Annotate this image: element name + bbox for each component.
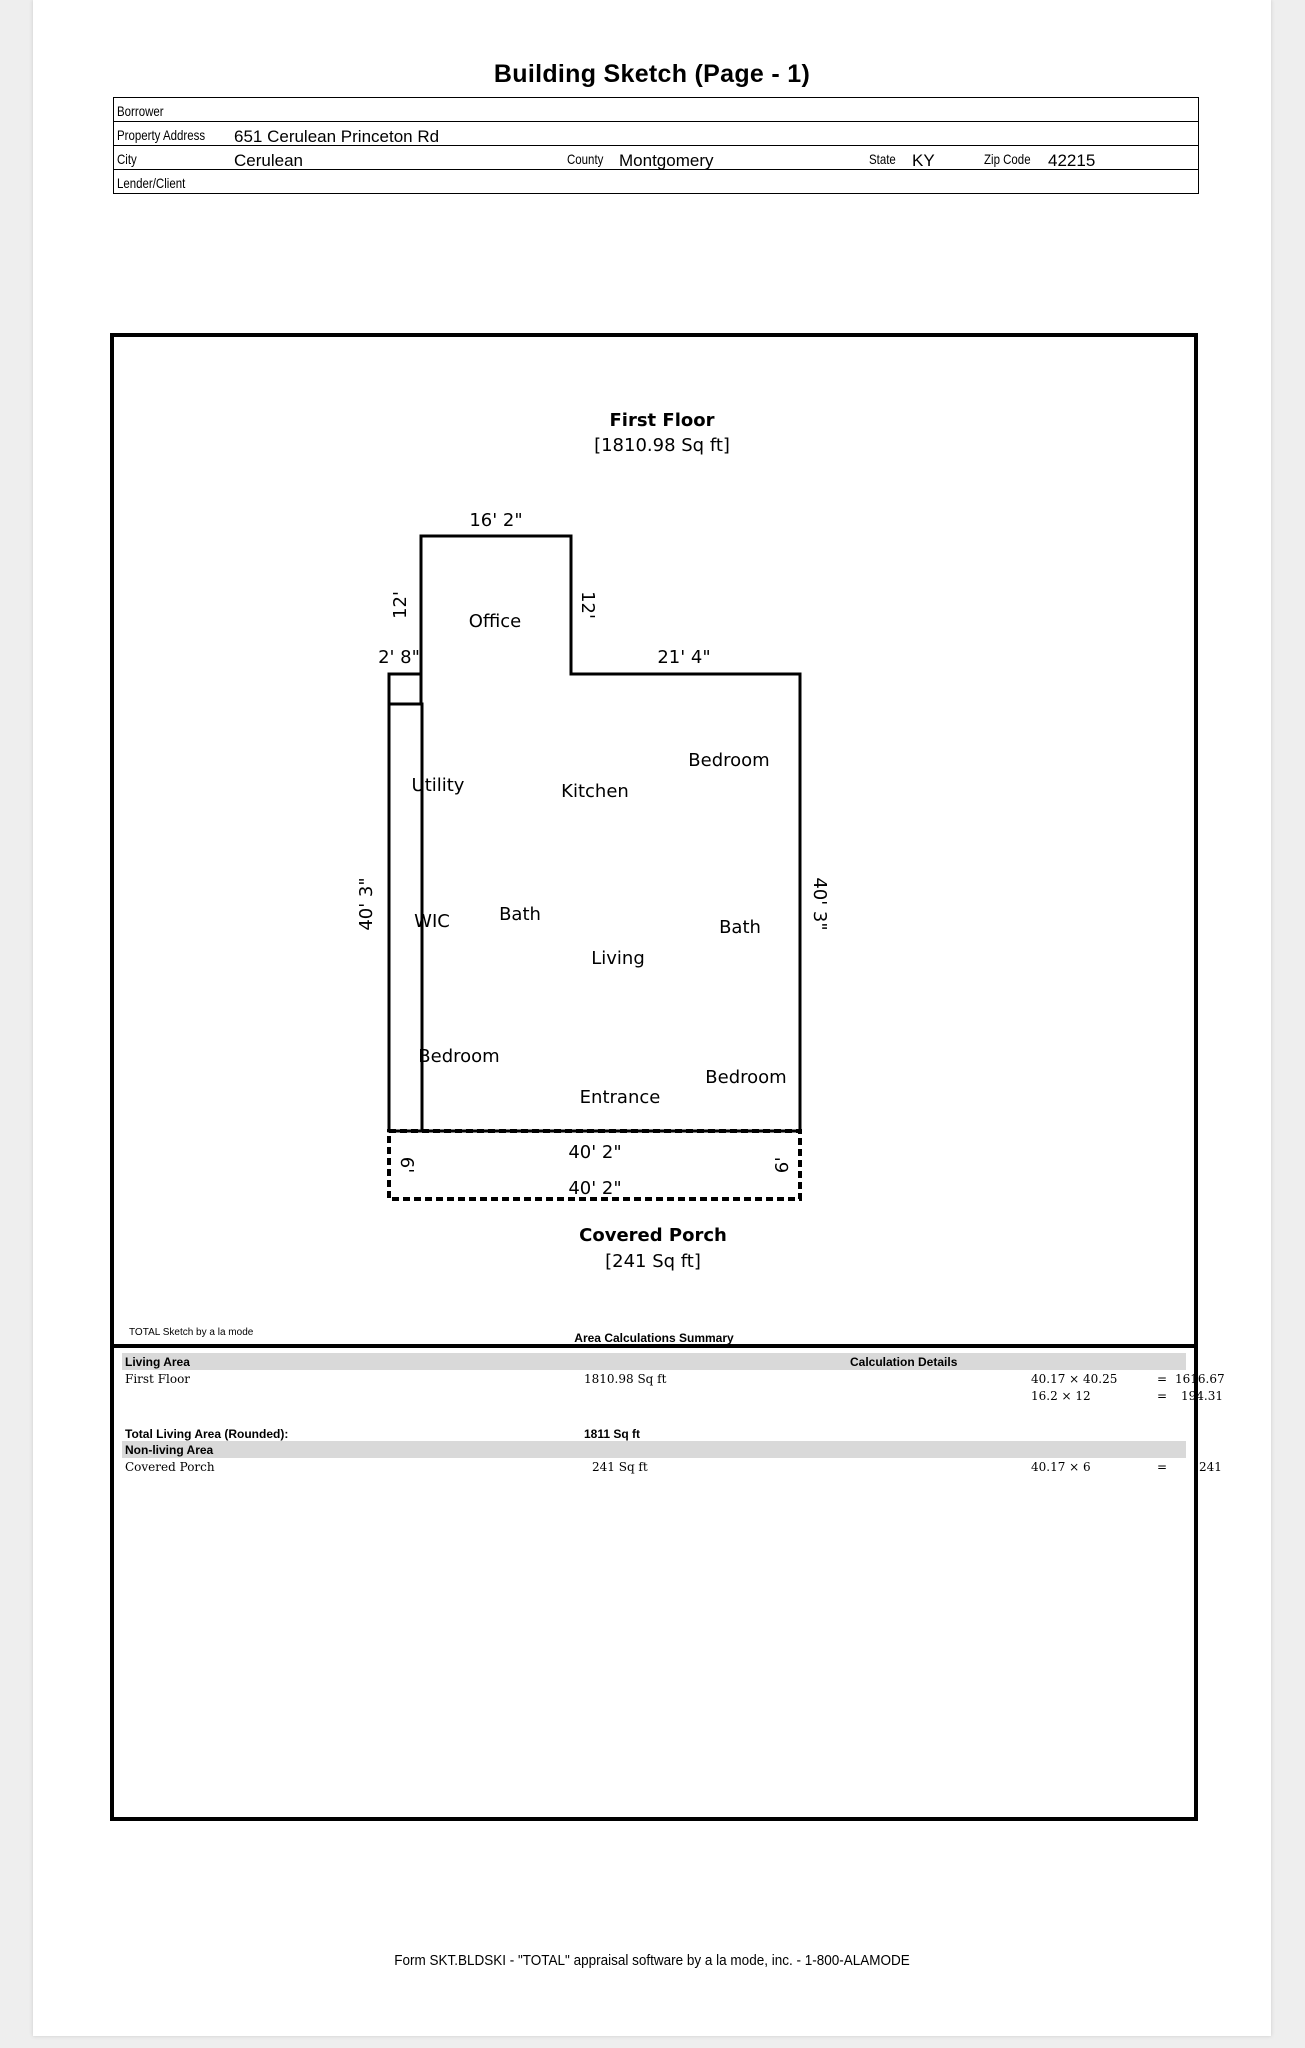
dim-right-side: 40' 3"	[809, 877, 830, 931]
page-title: Building Sketch (Page - 1)	[493, 60, 811, 88]
porch-area: [241 Sq ft]	[605, 1251, 701, 1272]
first-floor-title: First Floor	[609, 410, 715, 431]
non-living-band	[122, 1441, 1186, 1458]
sketch-frame	[110, 333, 1225, 1821]
form-footer: Form SKT.BLDSKI - "TOTAL" appraisal software by a la mode, inc. - 1-800-ALAMODE	[394, 1952, 910, 1969]
porch-sqft: 241 Sq ft	[592, 1460, 648, 1474]
summary-separator	[114, 1344, 1194, 1348]
dim-left-side: 40' 3"	[356, 877, 377, 931]
borrower-label: Borrower	[117, 103, 164, 119]
room-utility: Utility	[411, 775, 465, 796]
calc2-result: 194.31	[1181, 1389, 1223, 1403]
first-floor-label: First Floor	[125, 1372, 191, 1386]
city-value: Cerulean	[234, 151, 303, 170]
room-office: Office	[468, 611, 522, 632]
county-label: County	[567, 151, 604, 167]
document-page	[33, 0, 1271, 2036]
room-entrance: Entrance	[579, 1087, 661, 1108]
porch-label: Covered Porch	[125, 1460, 215, 1474]
living-area-label: Living Area	[125, 1355, 190, 1369]
room-kitchen: Kitchen	[561, 781, 629, 802]
dim-porch-bottom: 40' 2"	[568, 1178, 622, 1199]
dim-office-right: 12'	[577, 591, 598, 619]
non-living-label: Non-living Area	[125, 1443, 214, 1457]
dim-office-left: 12'	[390, 591, 411, 619]
room-bedroom-sw: Bedroom	[418, 1046, 500, 1067]
dim-porch-right: 6'	[772, 1156, 793, 1174]
calc1-expr: 40.17 × 40.25	[1031, 1372, 1118, 1386]
first-floor-sqft: 1810.98 Sq ft	[584, 1372, 667, 1386]
property-header-table	[113, 97, 1199, 194]
state-label: State	[869, 151, 896, 167]
calc2-expr: 16.2 × 12	[1031, 1389, 1091, 1403]
room-wic: WIC	[414, 911, 450, 932]
software-label: TOTAL Sketch by a la mode	[129, 1327, 254, 1338]
city-label: City	[117, 151, 137, 167]
first-floor-area: [1810.98 Sq ft]	[594, 435, 730, 456]
county-value: Montgomery	[619, 151, 714, 170]
dim-porch-top: 40' 2"	[568, 1142, 622, 1163]
dim-right-top: 21' 4"	[657, 647, 711, 668]
total-living-value: 1811 Sq ft	[584, 1427, 641, 1441]
address-row	[114, 122, 1198, 146]
dim-porch-left: 6'	[396, 1156, 417, 1174]
zip-value: 42215	[1048, 151, 1096, 170]
borrower-row	[114, 98, 1198, 122]
calc3-eq: =	[1157, 1460, 1168, 1474]
state-value: KY	[912, 151, 935, 170]
lender-row	[114, 170, 1198, 193]
calc2-eq: =	[1157, 1389, 1168, 1403]
summary-title: Area Calculations Summary	[574, 1331, 734, 1345]
room-living: Living	[591, 948, 645, 969]
calc-details-label: Calculation Details	[850, 1355, 958, 1369]
room-bedroom-se: Bedroom	[705, 1067, 787, 1088]
room-bath-e: Bath	[719, 917, 761, 938]
dim-step: 2' 8"	[378, 647, 420, 668]
city-row	[114, 146, 1198, 170]
floor-plan-sketch	[114, 337, 1194, 1337]
calc3-expr: 40.17 × 6	[1031, 1460, 1091, 1474]
first-floor-outline	[389, 536, 800, 1131]
porch-title: Covered Porch	[579, 1225, 727, 1246]
address-value: 651 Cerulean Princeton Rd	[234, 127, 440, 146]
living-area-band	[122, 1353, 1186, 1370]
total-living-label: Total Living Area (Rounded):	[125, 1427, 289, 1441]
dim-office-top: 16' 2"	[469, 510, 523, 531]
zip-label: Zip Code	[984, 151, 1031, 167]
room-bath-w: Bath	[499, 904, 541, 925]
lender-label: Lender/Client	[117, 175, 186, 191]
room-bedroom-ne: Bedroom	[688, 750, 770, 771]
calc1-eq: =	[1157, 1372, 1168, 1386]
calc1-result: 1616.67	[1175, 1372, 1225, 1386]
address-label: Property Address	[117, 127, 206, 143]
calc3-result: 241	[1199, 1460, 1222, 1474]
